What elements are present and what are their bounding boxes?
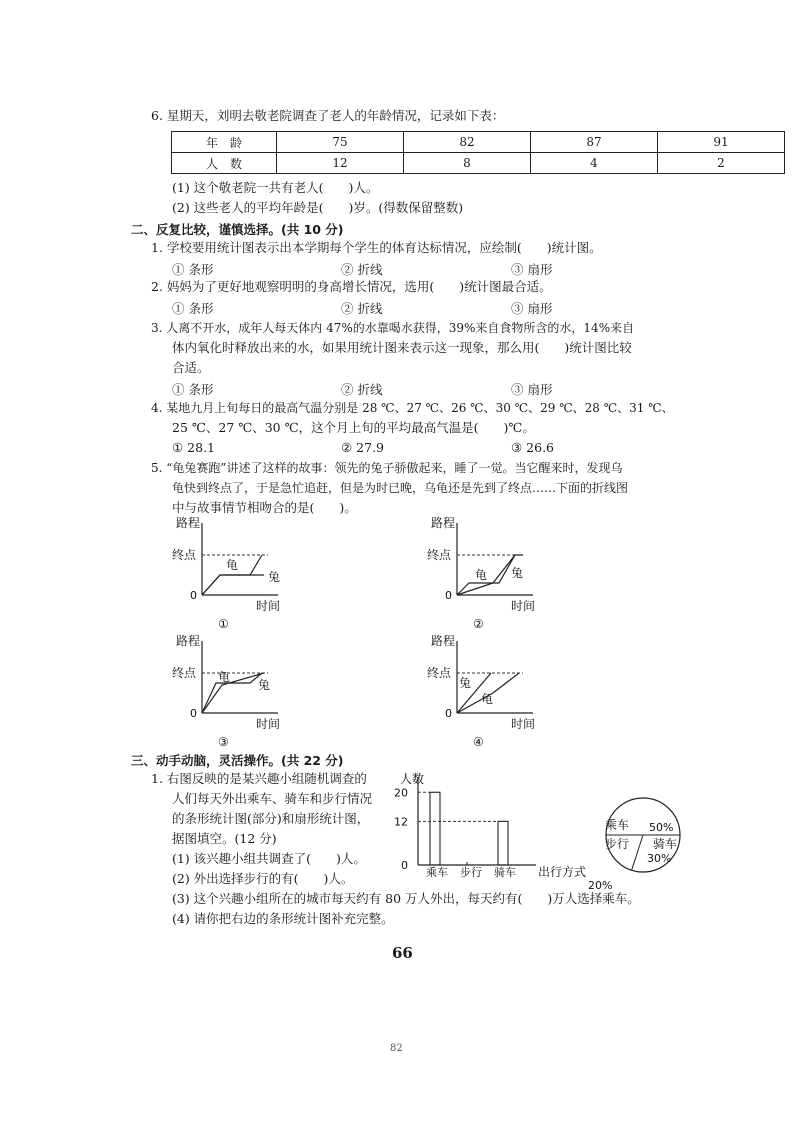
pie-slice-3-edge [632, 835, 643, 870]
bar-1 [430, 792, 440, 865]
table-row [172, 153, 785, 174]
race-graph-3 [172, 634, 280, 749]
graph-number: ③ [218, 735, 229, 749]
origin-label: 0 [190, 589, 197, 602]
x-axis-label: 时间 [511, 599, 536, 613]
pie-label-walk-percent: 20% [588, 879, 613, 892]
finish-label: 终点 [427, 666, 452, 680]
finish-label: 终点 [172, 666, 197, 680]
graph-number: ② [473, 617, 484, 631]
s2-q4-option-1[interactable]: ① 28.1 [172, 440, 216, 455]
s2-q5-line1: 5. “龟兔赛跑”讲述了这样的故事：领先的兔子骄傲起来，睡了一觉。当它醒来时，发现乌 [151, 461, 623, 475]
s2-q1-option-2[interactable]: ② 折线 [341, 262, 383, 277]
bar-ytick-label: 0 [401, 859, 408, 872]
pie-label-bike-percent: 30% [647, 852, 672, 865]
table-cell: 82 [404, 132, 531, 153]
s2-q3-option-1[interactable]: ① 条形 [172, 382, 214, 397]
q6-sub2: (2) 这些老人的平均年龄是( )岁。(得数保留整数) [172, 200, 464, 215]
bar-category-label: 步行 [460, 866, 482, 879]
s3-q1-sub1: (1) 该兴趣小组共调查了( )人。 [172, 851, 366, 866]
s2-q3-line2: 体内氧化时释放出来的水，如果用统计图来表示这一现象，那么用( )统计图比较 [172, 340, 632, 355]
s3-q1-line4: 据图填空。(12 分) [172, 831, 277, 846]
s2-q5-line2: 龟快到终点了，于是急忙追赶，但是为时已晚，乌龟还是先到了终点……下面的折线图 [172, 481, 629, 495]
s2-q3-line3: 合适。 [172, 360, 210, 375]
s3-q1-line1: 1. 右图反映的是某兴趣小组随机调查的 [151, 771, 367, 786]
graph-number: ④ [473, 735, 484, 749]
table-cell: 87 [531, 132, 658, 153]
table-cell: 8 [404, 153, 531, 174]
s2-q3-line1: 3. 人离不开水，成年人每天体内 47%的水靠喝水获得，39%来自食物所含的水，14%来自 [151, 321, 635, 335]
rabbit-label: 兔 [511, 566, 524, 580]
race-graph-2 [427, 516, 535, 631]
s2-q4-option-3[interactable]: ③ 26.6 [511, 440, 555, 455]
s2-q1-option-1[interactable]: ① 条形 [172, 262, 214, 277]
s3-q1-line2: 人们每天外出乘车、骑车和步行情况 [172, 791, 373, 806]
travel-pie-chart [588, 795, 698, 905]
x-axis-label: 时间 [256, 717, 281, 731]
bar-xlabel: 出行方式 [538, 865, 587, 879]
s2-q2-option-1[interactable]: ① 条形 [172, 301, 214, 316]
x-axis-label: 时间 [511, 717, 536, 731]
x-axis-label: 时间 [256, 599, 281, 613]
s2-q4-line2: 25 ℃、27 ℃、30 ℃，这个月上旬的平均最高气温是( )℃。 [172, 420, 535, 435]
finish-label: 终点 [172, 548, 197, 562]
race-graphs [160, 515, 640, 750]
s2-q3-option-3[interactable]: ③ 扇形 [511, 382, 553, 397]
bar-ytick-label: 20 [394, 786, 408, 800]
bar-category-label: 乘车 [426, 866, 448, 879]
table-cell: 75 [277, 132, 404, 153]
turtle-label: 龟 [226, 558, 239, 572]
y-axis-label: 路程 [431, 516, 456, 530]
rabbit-label: 兔 [268, 570, 281, 584]
pie-label-walk: 步行 [605, 837, 630, 851]
q6-sub1: (1) 这个敬老院一共有老人( )人。 [172, 180, 379, 195]
s3-q1-sub4: (4) 请你把右边的条形统计图补充完整。 [172, 911, 394, 926]
section3-title: 三、动手动脑，灵活操作。(共 22 分) [131, 753, 344, 768]
y-axis-label: 路程 [176, 634, 201, 648]
pie-label-bus: 乘车 [605, 818, 630, 832]
bar-ylabel: 人数 [400, 772, 425, 786]
bar-ytick-label: 12 [394, 815, 408, 829]
s3-q1-sub2: (2) 外出选择步行的有( )人。 [172, 871, 354, 886]
bar-category-label: 骑车 [494, 866, 516, 879]
y-axis-label: 路程 [176, 516, 201, 530]
table-cell: 2 [658, 153, 785, 174]
s2-q4-line1: 4. 某地九月上旬每日的最高气温分别是 28 ℃、27 ℃、26 ℃、30 ℃、29 ℃、28 ℃、31 ℃、 [151, 401, 674, 415]
s3-q1-line3: 的条形统计图(部分)和扇形统计图， [172, 811, 370, 826]
s2-q3-option-2[interactable]: ② 折线 [341, 382, 383, 397]
rabbit-line [202, 673, 262, 713]
page-number: 66 [392, 944, 413, 962]
turtle-label: 龟 [481, 692, 494, 706]
origin-label: 0 [445, 707, 452, 720]
s2-q2-option-2[interactable]: ② 折线 [341, 301, 383, 316]
origin-label: 0 [445, 589, 452, 602]
origin-label: 0 [190, 707, 197, 720]
travel-bar-chart [378, 770, 587, 885]
race-graph-4 [427, 634, 535, 749]
table-header-count: 人 数 [172, 153, 277, 174]
s2-q1-text: 1. 学校要用统计图表示出本学期每个学生的体育达标情况，应绘制( )统计图。 [151, 240, 602, 255]
q6-text: 6. 星期天，刘明去敬老院调查了老人的年龄情况，记录如下表： [151, 108, 505, 123]
table-row [172, 132, 785, 153]
table-header-age: 年 龄 [172, 132, 277, 153]
graph-number: ① [218, 617, 229, 631]
rabbit-label: 兔 [258, 678, 271, 692]
pie-label-bike: 骑车 [653, 837, 678, 851]
age-table [171, 131, 785, 174]
y-axis-label: 路程 [431, 634, 456, 648]
turtle-label: 龟 [218, 670, 231, 684]
scan-page-number: 82 [390, 1043, 403, 1054]
rabbit-label: 兔 [459, 676, 472, 690]
rabbit-line [202, 575, 264, 595]
bar-3 [498, 821, 508, 865]
s2-q1-option-3[interactable]: ③ 扇形 [511, 262, 553, 277]
s2-q2-text: 2. 妈妈为了更好地观察明明的身高增长情况，选用( )统计图最合适。 [151, 279, 552, 294]
turtle-label: 龟 [475, 568, 488, 582]
race-graph-1 [172, 516, 280, 631]
table-cell: 91 [658, 132, 785, 153]
finish-label: 终点 [427, 548, 452, 562]
pie-label-bus-percent: 50% [649, 821, 674, 834]
s2-q2-option-3[interactable]: ③ 扇形 [511, 301, 553, 316]
section2-title: 二、反复比较，谨慎选择。(共 10 分) [131, 222, 344, 237]
table-cell: 4 [531, 153, 658, 174]
s3-q1-sub3: (3) 这个兴趣小组所在的城市每天约有 80 万人外出，每天约有( )万人选择乘车。 [172, 891, 640, 906]
s2-q5-line3: 中与故事情节相吻合的是( )。 [172, 500, 357, 515]
s2-q4-option-2[interactable]: ② 27.9 [341, 440, 385, 455]
table-cell: 12 [277, 153, 404, 174]
